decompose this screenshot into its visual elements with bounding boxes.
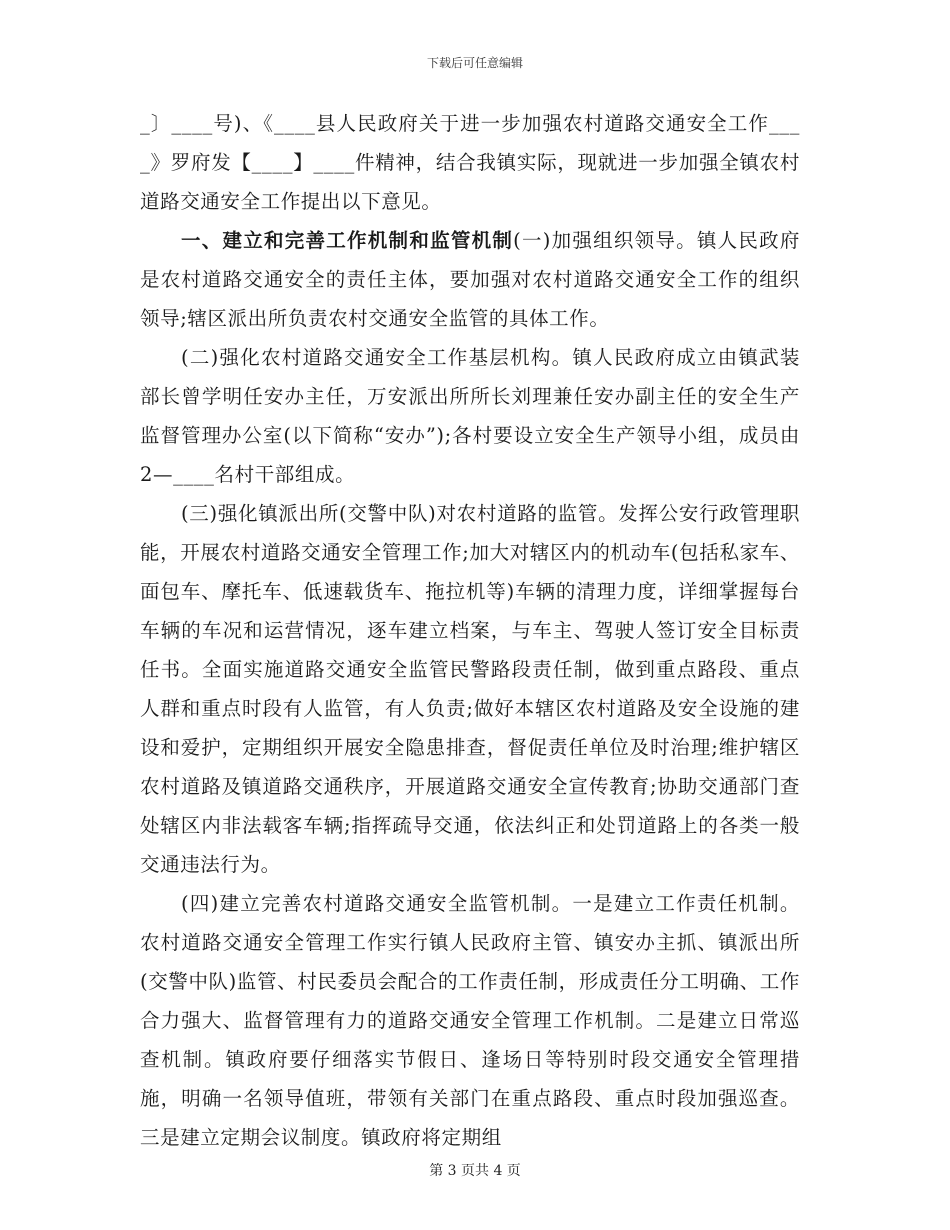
- paragraph-5: (四)建立完善农村道路交通安全监管机制。一是建立工作责任机制。农村道路交通安全管理工作实行镇人民政府主管、镇安办主抓、镇派出所(交警中队)监管、村民委员会配合的工作责任制，形成责任分工明确、工作合力强大、监督管理有力的道路交通安全管理工作机制。二是建立日常巡查机制。镇政府要仔细落实节假日、逢场日等特别时段交通安全管理措施，明确一名领导值班，带领有关部门在重点路段、重点时段加强巡查。三是建立定期会议制度。镇政府将定期组: [140, 892, 800, 1149]
- paragraph-2-text: (一)加强组织领导。镇人民政府是农村道路交通安全的责任主体，要加强对农村道路交通安全工作的组织领导;辖区派出所负责农村交通安全监管的具体工作。: [140, 229, 800, 330]
- paragraph-2: [140, 221, 800, 338]
- paragraph-1: _〕____号)、《____县人民政府关于进一步加强农村道路交通安全工作____》罗府发【____】____件精神，结合我镇实际，现就进一步加强全镇农村道路交通安全工作提出以下意见。: [140, 112, 800, 213]
- paragraph-4: (三)强化镇派出所(交警中队)对农村道路的监管。发挥公安行政管理职能，开展农村道路交通安全管理工作;加大对辖区内的机动车(包括私家车、面包车、摩托车、低速载货车、拖拉机等)车辆的清理力度，详细掌握每台车辆的车况和运营情况，逐车建立档案，与车主、驾驶人签订安全目标责任书。全面实施道路交通安全监管民警路段责任制，做到重点路段、重点人群和重点时段有人监管，有人负责;做好本辖区农村道路及安全设施的建设和爱护，定期组织开展安全隐患排查，督促责任单位及时治理;维护辖区农村道路及镇道路交通秩序，开展道路交通安全宣传教育;协助交通部门查处辖区内非法载客车辆;指挥疏导交通，依法纠正和处罚道路上的各类一般交通违法行为。: [140, 502, 800, 876]
- section-heading: 一、建立和完善工作机制和监管机制: [181, 229, 514, 252]
- paragraph-3: (二)强化农村道路交通安全工作基层机构。镇人民政府成立由镇武装部长曾学明任安办主任，万安派出所所长刘理兼任安办副主任的安全生产监督管理办公室(以下简称“安办”);各村要设立安全生产领导小组，成员由2—____名村干部组成。: [140, 346, 800, 486]
- page-header: 下载后可任意编辑: [426, 56, 523, 70]
- page-footer: 第 3 页共 4 页: [429, 1163, 521, 1179]
- document-body: [140, 104, 800, 1157]
